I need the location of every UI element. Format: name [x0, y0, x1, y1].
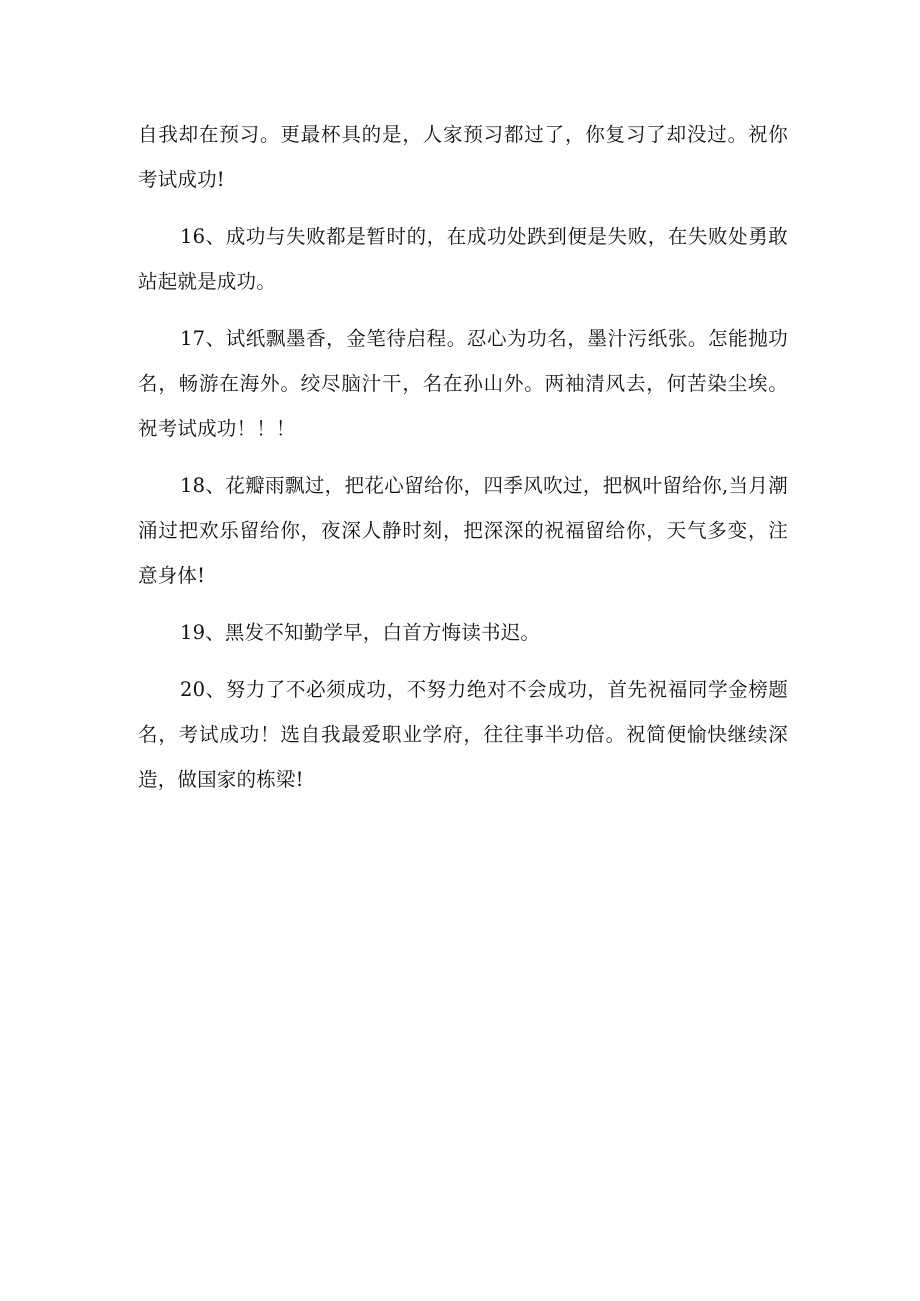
paragraph-18: 18、花瓣雨飘过，把花心留给你，四季风吹过，把枫叶留给你,当月潮涌过把欢乐留给你，夜深人静时刻，把深深的祝福留给你，天气多变，注意身体! [138, 474, 788, 587]
paragraph-20: 20、努力了不必须成功，不努力绝对不会成功，首先祝福同学金榜题名，考试成功！选自我最爱职业学府，往往事半功倍。祝简便愉快继续深造，做国家的栋梁! [138, 678, 788, 791]
paragraph-16: 16、成功与失败都是暂时的，在成功处跌到便是失败，在失败处勇敢站起就是成功。 [138, 225, 788, 293]
document-body [138, 112, 788, 814]
paragraph-continuation: 自我却在预习。更最杯具的是，人家预习都过了，你复习了却没过。祝你考试成功! [138, 123, 788, 191]
paragraph-19: 19、黑发不知勤学早，白首方悔读书迟。 [180, 621, 541, 644]
paragraph-17: 17、试纸飘墨香，金笔待启程。忍心为功名，墨汁污纸张。怎能抛功名，畅游在海外。绞尽脑汁干，名在孙山外。两袖清风去，何苦染尘埃。祝考试成功！！！ [138, 327, 788, 440]
